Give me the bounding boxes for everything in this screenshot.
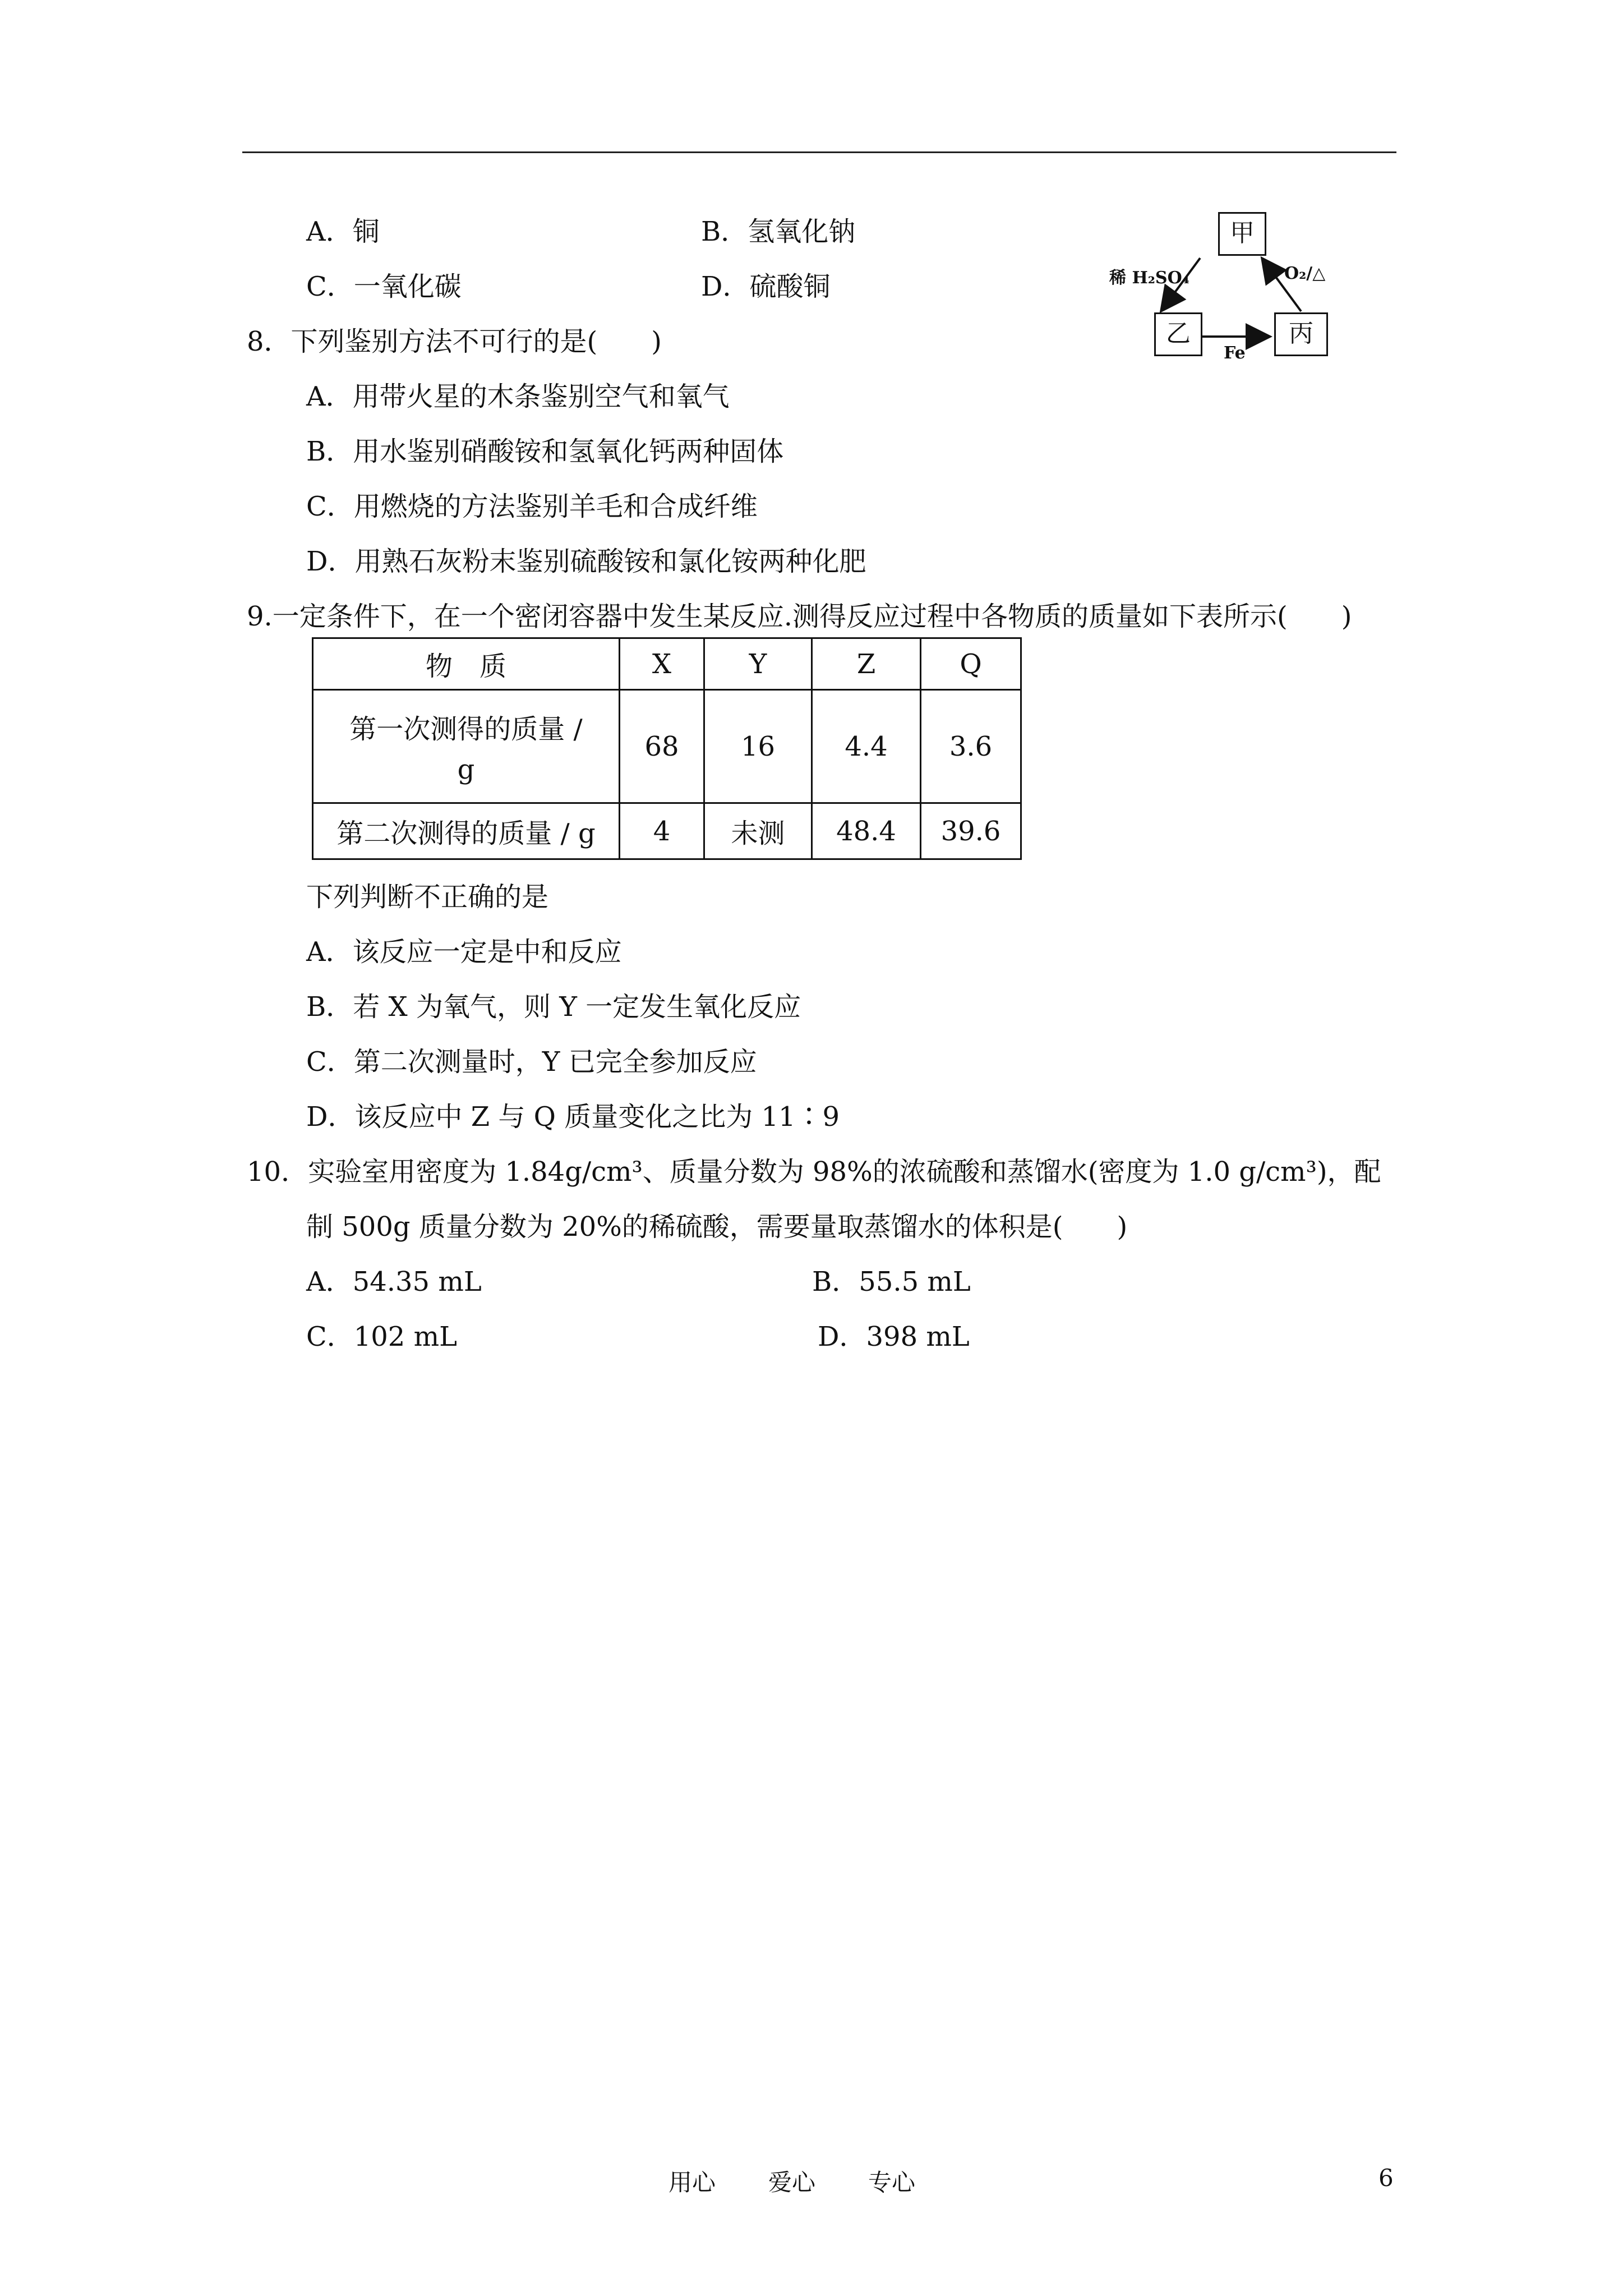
table-row-label bbox=[313, 690, 620, 803]
q9-option-a: A．该反应一定是中和反应 bbox=[306, 936, 622, 968]
table-header-cell: Y bbox=[704, 638, 812, 690]
diagram-right-edge-label: O₂/△ bbox=[1284, 264, 1326, 283]
table-row bbox=[313, 690, 1021, 803]
q10-option-b: B．55.5 mL bbox=[812, 1266, 971, 1297]
q8-option-d: D．用熟石灰粉末鉴别硫酸铵和氯化铵两种化肥 bbox=[306, 546, 866, 577]
table-row-label-line: g bbox=[457, 754, 475, 785]
header-rule bbox=[242, 151, 1396, 153]
diagram-node-right: 丙 bbox=[1274, 312, 1328, 356]
q9-prompt: 下列判断不正确的是 bbox=[306, 881, 549, 913]
table-cell: 16 bbox=[704, 690, 812, 803]
table-header-cell: Z bbox=[812, 638, 921, 690]
table-header-cell: 物 质 bbox=[313, 638, 620, 690]
table-cell: 未测 bbox=[704, 803, 812, 859]
diagram-left-edge-label: 稀 H₂SO₄ bbox=[1109, 268, 1189, 288]
table-row-label-line: 第一次测得的质量 / bbox=[349, 714, 583, 745]
q9-option-d: D．该反应中 Z 与 Q 质量变化之比为 11∶9 bbox=[306, 1101, 840, 1133]
table-cell: 48.4 bbox=[812, 803, 921, 859]
table-header-row bbox=[313, 638, 1021, 690]
q10-stem-line1: 10．实验室用密度为 1.84g/cm³、质量分数为 98%的浓硫酸和蒸馏水(密度为 1.0 g/cm³)，配 bbox=[247, 1156, 1381, 1188]
diagram-node-left: 乙 bbox=[1154, 312, 1202, 356]
diagram-node-top: 甲 bbox=[1218, 212, 1266, 256]
q8-option-b: B．用水鉴别硝酸铵和氢氧化钙两种固体 bbox=[306, 436, 784, 467]
table-row-label: 第二次测得的质量 / g bbox=[313, 803, 620, 859]
table-cell: 68 bbox=[620, 690, 704, 803]
q8-option-c: C．用燃烧的方法鉴别羊毛和合成纤维 bbox=[306, 491, 758, 522]
table-cell: 39.6 bbox=[921, 803, 1021, 859]
table-row bbox=[313, 803, 1021, 859]
q7-option-c: C．一氧化碳 bbox=[306, 271, 462, 302]
diagram-bottom-edge-label: Fe bbox=[1224, 343, 1246, 363]
q10-option-c: C．102 mL bbox=[306, 1321, 457, 1352]
q9-mass-table bbox=[312, 637, 1022, 860]
footer-slogan-3: 专心 bbox=[868, 2169, 916, 2196]
q7-option-b: B．氢氧化钠 bbox=[701, 216, 856, 247]
table-cell: 4.4 bbox=[812, 690, 921, 803]
q9-stem: 9.一定条件下，在一个密闭容器中发生某反应.测得反应过程中各物质的质量如下表所示( ) bbox=[247, 601, 1352, 632]
footer-slogan-1: 用心 bbox=[668, 2169, 716, 2196]
q8-option-a: A．用带火星的木条鉴别空气和氧气 bbox=[306, 381, 730, 412]
table-cell: 4 bbox=[620, 803, 704, 859]
q9-option-b: B．若 X 为氧气，则 Y 一定发生氧化反应 bbox=[306, 991, 801, 1023]
q10-option-a: A．54.35 mL bbox=[306, 1266, 482, 1297]
q7-option-a: A．铜 bbox=[306, 216, 380, 247]
q8-stem: 8．下列鉴别方法不可行的是( ) bbox=[247, 326, 662, 357]
q7-option-d: D．硫酸铜 bbox=[701, 271, 831, 302]
q10-stem-line2: 制 500g 质量分数为 20%的稀硫酸，需要量取蒸馏水的体积是( ) bbox=[306, 1211, 1128, 1243]
table-header-cell: Q bbox=[921, 638, 1021, 690]
footer-slogan-2: 爱心 bbox=[768, 2169, 816, 2196]
table-cell: 3.6 bbox=[921, 690, 1021, 803]
q9-option-c: C．第二次测量时，Y 已完全参加反应 bbox=[306, 1046, 757, 1078]
q10-option-d: D．398 mL bbox=[818, 1321, 970, 1352]
table-header-cell: X bbox=[620, 638, 704, 690]
page-number: 6 bbox=[1378, 2164, 1394, 2192]
